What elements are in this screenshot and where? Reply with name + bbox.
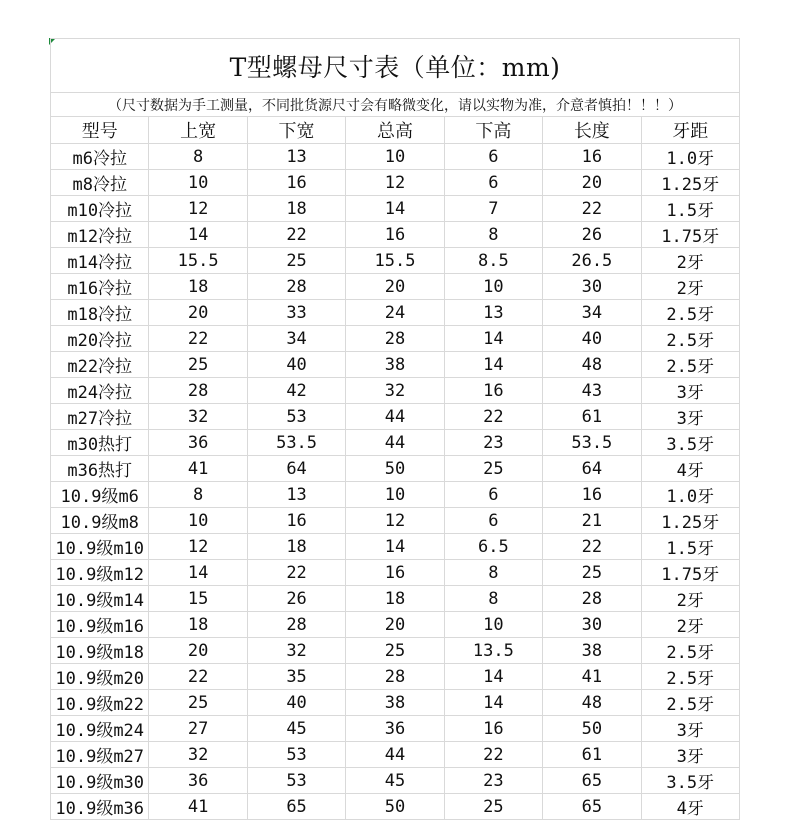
cell-top-width[interactable]: 41 [149, 794, 247, 820]
cell-bottom-height[interactable]: 23 [444, 430, 542, 456]
cell-length[interactable]: 30 [543, 274, 641, 300]
cell-thread-pitch[interactable]: 3.5牙 [641, 430, 739, 456]
cell-bottom-width[interactable]: 53 [247, 768, 345, 794]
cell-length[interactable]: 48 [543, 690, 641, 716]
cell-thread-pitch[interactable]: 1.25牙 [641, 508, 739, 534]
cell-bottom-height[interactable]: 16 [444, 716, 542, 742]
cell-total-height[interactable]: 44 [346, 742, 444, 768]
cell-total-height[interactable]: 12 [346, 170, 444, 196]
cell-length[interactable]: 25 [543, 560, 641, 586]
cell-thread-pitch[interactable]: 2.5牙 [641, 300, 739, 326]
table-row [51, 274, 740, 300]
cell-thread-pitch[interactable]: 2.5牙 [641, 690, 739, 716]
cell-length[interactable]: 20 [543, 170, 641, 196]
cell-total-height[interactable]: 44 [346, 430, 444, 456]
cell-top-width[interactable]: 25 [149, 352, 247, 378]
cell-top-width[interactable]: 28 [149, 378, 247, 404]
cell-model[interactable]: 10.9级m14 [51, 586, 149, 612]
cell-bottom-height[interactable]: 8 [444, 586, 542, 612]
header-bottom-width[interactable]: 下宽 [247, 117, 345, 144]
cell-top-width[interactable]: 10 [149, 508, 247, 534]
cell-bottom-width[interactable]: 13 [247, 144, 345, 170]
cell-thread-pitch[interactable]: 4牙 [641, 456, 739, 482]
cell-model[interactable]: m27冷拉 [51, 404, 149, 430]
cell-model[interactable]: 10.9级m6 [51, 482, 149, 508]
cell-bottom-height[interactable]: 6 [444, 144, 542, 170]
cell-model[interactable]: m20冷拉 [51, 326, 149, 352]
cell-thread-pitch[interactable]: 3牙 [641, 378, 739, 404]
cell-bottom-width[interactable]: 42 [247, 378, 345, 404]
cell-bottom-width[interactable]: 18 [247, 534, 345, 560]
cell-total-height[interactable]: 14 [346, 534, 444, 560]
header-bottom-height[interactable]: 下高 [444, 117, 542, 144]
table-row [51, 326, 740, 352]
cell-bottom-width[interactable]: 53.5 [247, 430, 345, 456]
table-row [51, 508, 740, 534]
cell-top-width[interactable]: 22 [149, 326, 247, 352]
table-row [51, 560, 740, 586]
cell-top-width[interactable]: 15 [149, 586, 247, 612]
cell-model[interactable]: m30热打 [51, 430, 149, 456]
cell-bottom-width[interactable]: 22 [247, 222, 345, 248]
cell-length[interactable]: 40 [543, 326, 641, 352]
cell-bottom-height[interactable]: 10 [444, 274, 542, 300]
table-row [51, 404, 740, 430]
cell-bottom-height[interactable]: 7 [444, 196, 542, 222]
cell-thread-pitch[interactable]: 2.5牙 [641, 664, 739, 690]
table-row [51, 794, 740, 820]
cell-bottom-height[interactable]: 8 [444, 560, 542, 586]
cell-thread-pitch[interactable]: 3.5牙 [641, 768, 739, 794]
cell-bottom-height[interactable]: 6 [444, 482, 542, 508]
table-row [51, 248, 740, 274]
cell-top-width[interactable]: 8 [149, 482, 247, 508]
table-row [51, 742, 740, 768]
table-row [51, 586, 740, 612]
cell-length[interactable]: 43 [543, 378, 641, 404]
table-row [51, 144, 740, 170]
cell-model[interactable]: m12冷拉 [51, 222, 149, 248]
cell-total-height[interactable]: 20 [346, 274, 444, 300]
cell-total-height[interactable]: 16 [346, 560, 444, 586]
table-row [51, 196, 740, 222]
cell-top-width[interactable]: 32 [149, 404, 247, 430]
cell-length[interactable]: 41 [543, 664, 641, 690]
cell-length[interactable]: 22 [543, 534, 641, 560]
cell-top-width[interactable]: 32 [149, 742, 247, 768]
cell-length[interactable]: 53.5 [543, 430, 641, 456]
table-row [51, 222, 740, 248]
cell-length[interactable]: 21 [543, 508, 641, 534]
cell-bottom-height[interactable]: 13 [444, 300, 542, 326]
table-row [51, 664, 740, 690]
cell-bottom-height[interactable]: 14 [444, 352, 542, 378]
cell-length[interactable]: 22 [543, 196, 641, 222]
cell-bottom-width[interactable]: 18 [247, 196, 345, 222]
cell-total-height[interactable]: 44 [346, 404, 444, 430]
cell-bottom-height[interactable]: 10 [444, 612, 542, 638]
cell-model[interactable]: m24冷拉 [51, 378, 149, 404]
cell-thread-pitch[interactable]: 2牙 [641, 248, 739, 274]
cell-model[interactable]: m16冷拉 [51, 274, 149, 300]
cell-length[interactable]: 50 [543, 716, 641, 742]
cell-length[interactable]: 65 [543, 768, 641, 794]
cell-bottom-height[interactable]: 6 [444, 170, 542, 196]
table-row [51, 300, 740, 326]
cell-thread-pitch[interactable]: 1.5牙 [641, 534, 739, 560]
cell-bottom-width[interactable]: 13 [247, 482, 345, 508]
cell-model[interactable]: 10.9级m24 [51, 716, 149, 742]
cell-top-width[interactable]: 36 [149, 768, 247, 794]
cell-thread-pitch[interactable]: 1.75牙 [641, 560, 739, 586]
cell-total-height[interactable]: 38 [346, 352, 444, 378]
table-row [51, 638, 740, 664]
cell-model[interactable]: m6冷拉 [51, 144, 149, 170]
cell-thread-pitch[interactable]: 1.5牙 [641, 196, 739, 222]
cell-length[interactable]: 65 [543, 794, 641, 820]
cell-bottom-height[interactable]: 22 [444, 742, 542, 768]
cell-top-width[interactable]: 41 [149, 456, 247, 482]
cell-top-width[interactable]: 22 [149, 664, 247, 690]
cell-thread-pitch[interactable]: 2牙 [641, 274, 739, 300]
table-row [51, 456, 740, 482]
cell-bottom-height[interactable]: 14 [444, 690, 542, 716]
table-row [51, 768, 740, 794]
cell-total-height[interactable]: 14 [346, 196, 444, 222]
table-row [51, 612, 740, 638]
cell-top-width[interactable]: 8 [149, 144, 247, 170]
cell-thread-pitch[interactable]: 4牙 [641, 794, 739, 820]
cell-thread-pitch[interactable]: 3牙 [641, 716, 739, 742]
cell-total-height[interactable]: 16 [346, 222, 444, 248]
cell-total-height[interactable]: 15.5 [346, 248, 444, 274]
cell-thread-pitch[interactable]: 1.25牙 [641, 170, 739, 196]
cell-model[interactable]: 10.9级m12 [51, 560, 149, 586]
cell-top-width[interactable]: 18 [149, 274, 247, 300]
cell-total-height[interactable]: 38 [346, 690, 444, 716]
cell-length[interactable]: 26.5 [543, 248, 641, 274]
table-row [51, 352, 740, 378]
cell-model[interactable]: 10.9级m22 [51, 690, 149, 716]
cell-top-width[interactable]: 27 [149, 716, 247, 742]
cell-bottom-height[interactable]: 6 [444, 508, 542, 534]
cell-thread-pitch[interactable]: 2.5牙 [641, 352, 739, 378]
cell-top-width[interactable]: 18 [149, 612, 247, 638]
cell-length[interactable]: 16 [543, 482, 641, 508]
cell-length[interactable]: 16 [543, 144, 641, 170]
cell-length[interactable]: 61 [543, 404, 641, 430]
cell-bottom-width[interactable]: 45 [247, 716, 345, 742]
cell-total-height[interactable]: 20 [346, 612, 444, 638]
cell-bottom-width[interactable]: 16 [247, 170, 345, 196]
cell-length[interactable]: 34 [543, 300, 641, 326]
table-row [51, 378, 740, 404]
cell-bottom-width[interactable]: 28 [247, 612, 345, 638]
cell-thread-pitch[interactable]: 1.75牙 [641, 222, 739, 248]
cell-bottom-width[interactable]: 53 [247, 742, 345, 768]
header-top-width[interactable]: 上宽 [149, 117, 247, 144]
cell-bottom-width[interactable]: 53 [247, 404, 345, 430]
header-thread-pitch[interactable]: 牙距 [641, 117, 739, 144]
cell-top-width[interactable]: 20 [149, 300, 247, 326]
cell-top-width[interactable]: 15.5 [149, 248, 247, 274]
cell-model[interactable]: m8冷拉 [51, 170, 149, 196]
cell-thread-pitch[interactable]: 2牙 [641, 612, 739, 638]
cell-total-height[interactable]: 32 [346, 378, 444, 404]
table-body [51, 144, 740, 820]
table-row [51, 716, 740, 742]
cell-total-height[interactable]: 24 [346, 300, 444, 326]
cell-bottom-width[interactable]: 25 [247, 248, 345, 274]
cell-total-height[interactable]: 18 [346, 586, 444, 612]
cell-total-height[interactable]: 50 [346, 456, 444, 482]
cell-bottom-width[interactable]: 16 [247, 508, 345, 534]
title-cell[interactable] [50, 38, 740, 92]
cell-top-width[interactable]: 20 [149, 638, 247, 664]
cell-bottom-width[interactable]: 65 [247, 794, 345, 820]
table-row [51, 534, 740, 560]
cell-top-width[interactable]: 36 [149, 430, 247, 456]
table-row [51, 482, 740, 508]
cell-length[interactable]: 64 [543, 456, 641, 482]
cell-model[interactable]: 10.9级m16 [51, 612, 149, 638]
cell-bottom-width[interactable]: 28 [247, 274, 345, 300]
cell-total-height[interactable]: 25 [346, 638, 444, 664]
cell-bottom-height[interactable]: 13.5 [444, 638, 542, 664]
cell-bottom-height[interactable]: 14 [444, 664, 542, 690]
header-length[interactable]: 长度 [543, 117, 641, 144]
cell-total-height[interactable]: 28 [346, 326, 444, 352]
cell-thread-pitch[interactable]: 2.5牙 [641, 326, 739, 352]
cell-total-height[interactable]: 10 [346, 482, 444, 508]
cell-top-width[interactable]: 12 [149, 196, 247, 222]
cell-bottom-width[interactable]: 35 [247, 664, 345, 690]
measurement-note: （尺寸数据为手工测量，不同批货源尺寸会有略微变化，请以实物为准，介意者慎拍！！！） [108, 97, 682, 114]
cell-length[interactable]: 61 [543, 742, 641, 768]
cell-bottom-height[interactable]: 25 [444, 794, 542, 820]
cell-model[interactable]: 10.9级m10 [51, 534, 149, 560]
header-total-height[interactable]: 总高 [346, 117, 444, 144]
cell-model[interactable]: m10冷拉 [51, 196, 149, 222]
note-cell[interactable] [50, 92, 740, 116]
cell-model[interactable]: m22冷拉 [51, 352, 149, 378]
cell-bottom-width[interactable]: 33 [247, 300, 345, 326]
cell-bottom-height[interactable]: 6.5 [444, 534, 542, 560]
header-model[interactable]: 型号 [51, 117, 149, 144]
cell-bottom-width[interactable]: 64 [247, 456, 345, 482]
cell-model[interactable]: 10.9级m18 [51, 638, 149, 664]
cell-thread-pitch[interactable]: 1.0牙 [641, 482, 739, 508]
cell-bottom-width[interactable]: 32 [247, 638, 345, 664]
page-title: T型螺母尺寸表（单位：mm) [229, 52, 561, 82]
header-row [51, 117, 740, 144]
cell-top-width[interactable]: 10 [149, 170, 247, 196]
size-table [50, 116, 740, 820]
cell-length[interactable]: 30 [543, 612, 641, 638]
cell-total-height[interactable]: 12 [346, 508, 444, 534]
cell-bottom-width[interactable]: 40 [247, 352, 345, 378]
spreadsheet [50, 38, 740, 820]
cell-bottom-width[interactable]: 40 [247, 690, 345, 716]
cell-thread-pitch[interactable]: 1.0牙 [641, 144, 739, 170]
cell-bottom-height[interactable]: 14 [444, 326, 542, 352]
cell-bottom-height[interactable]: 25 [444, 456, 542, 482]
cell-length[interactable]: 48 [543, 352, 641, 378]
cell-length[interactable]: 38 [543, 638, 641, 664]
cell-bottom-width[interactable]: 34 [247, 326, 345, 352]
cell-model[interactable]: 10.9级m30 [51, 768, 149, 794]
cell-bottom-width[interactable]: 22 [247, 560, 345, 586]
cell-thread-pitch[interactable]: 2.5牙 [641, 638, 739, 664]
cell-bottom-height[interactable]: 16 [444, 378, 542, 404]
cell-thread-pitch[interactable]: 2牙 [641, 586, 739, 612]
cell-total-height[interactable]: 10 [346, 144, 444, 170]
table-row [51, 690, 740, 716]
cell-length[interactable]: 26 [543, 222, 641, 248]
table-row [51, 430, 740, 456]
cell-model[interactable]: 10.9级m20 [51, 664, 149, 690]
cell-model[interactable]: 10.9级m36 [51, 794, 149, 820]
cell-bottom-height[interactable]: 23 [444, 768, 542, 794]
cell-total-height[interactable]: 45 [346, 768, 444, 794]
cell-model[interactable]: m18冷拉 [51, 300, 149, 326]
cell-thread-pitch[interactable]: 3牙 [641, 404, 739, 430]
cell-model[interactable]: m36热打 [51, 456, 149, 482]
cell-top-width[interactable]: 25 [149, 690, 247, 716]
cell-bottom-height[interactable]: 8.5 [444, 248, 542, 274]
table-row [51, 170, 740, 196]
cell-total-height[interactable]: 50 [346, 794, 444, 820]
cell-bottom-height[interactable]: 8 [444, 222, 542, 248]
cell-length[interactable]: 28 [543, 586, 641, 612]
cell-top-width[interactable]: 12 [149, 534, 247, 560]
cell-total-height[interactable]: 36 [346, 716, 444, 742]
cell-thread-pitch[interactable]: 3牙 [641, 742, 739, 768]
cell-bottom-height[interactable]: 22 [444, 404, 542, 430]
cell-model[interactable]: 10.9级m27 [51, 742, 149, 768]
cell-top-width[interactable]: 14 [149, 222, 247, 248]
cell-model[interactable]: m14冷拉 [51, 248, 149, 274]
cell-bottom-width[interactable]: 26 [247, 586, 345, 612]
cell-model[interactable]: 10.9级m8 [51, 508, 149, 534]
cell-top-width[interactable]: 14 [149, 560, 247, 586]
cell-total-height[interactable]: 28 [346, 664, 444, 690]
